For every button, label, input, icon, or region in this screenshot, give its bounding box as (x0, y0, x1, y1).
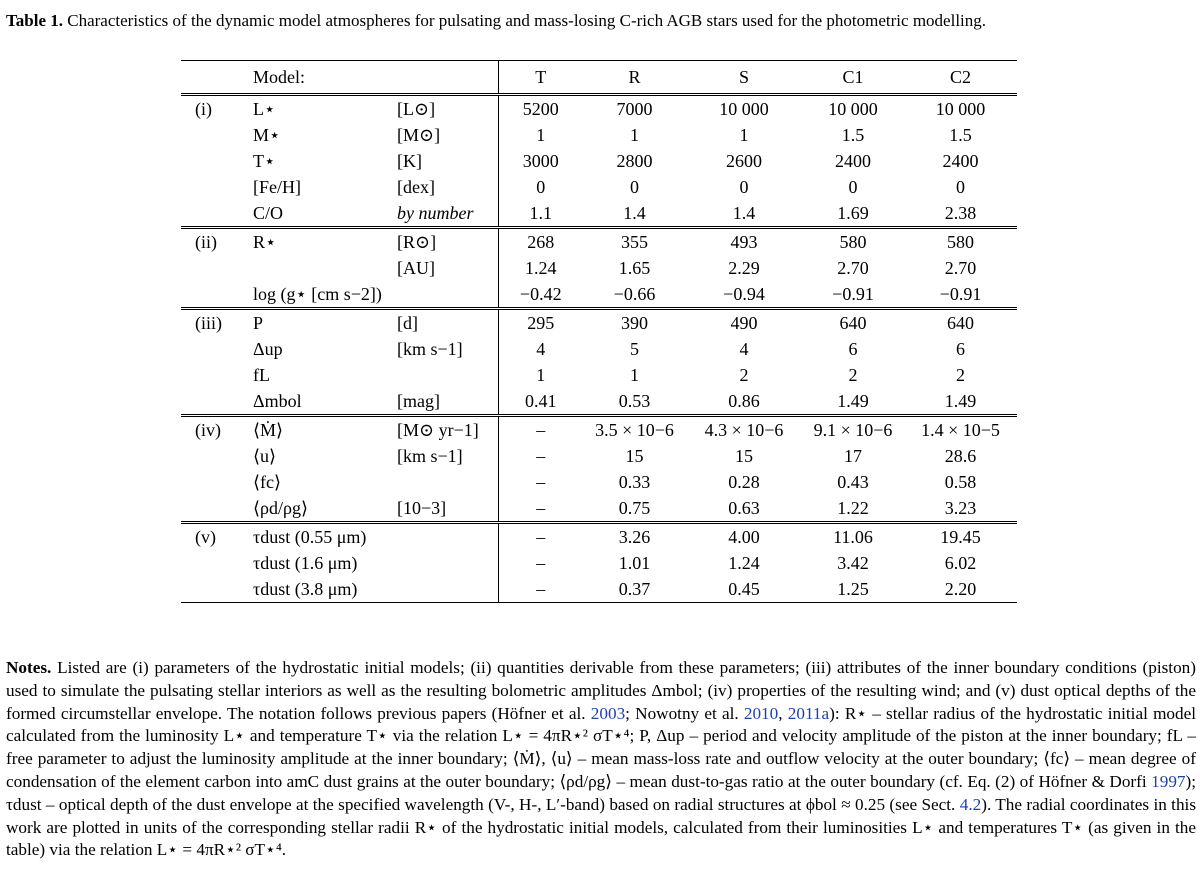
parameter-name: ⟨Ṁ⟩ (253, 416, 397, 444)
parameter-name: C/O (253, 203, 284, 223)
parameter-unit: [AU] (397, 255, 498, 281)
model-value: 1.01 (618, 553, 651, 573)
model-value: – (498, 416, 583, 444)
section-label (181, 388, 253, 416)
table-row (181, 550, 1017, 576)
model-value: 1.22 (837, 498, 869, 518)
model-value: 2600 (726, 151, 762, 171)
parameter-name: [Fe/H] (253, 177, 301, 197)
table-row (181, 122, 1017, 148)
parameter-name: P (253, 309, 397, 337)
model-value: 3.26 (583, 523, 686, 551)
parameter-unit: [km s−1] (397, 443, 498, 469)
model-value: 1 (630, 365, 639, 385)
model-value: 1 (536, 365, 546, 385)
model-value: 295 (498, 309, 583, 337)
model-value: 2.70 (944, 258, 977, 278)
parameter-name: τdust (1.6 μm) (253, 550, 498, 576)
model-value: 4.3 × 10−6 (686, 416, 802, 444)
table-row (181, 228, 1017, 256)
model-value: 0.63 (728, 498, 760, 518)
model-value: 7000 (583, 95, 686, 123)
model-value: 1 (739, 125, 749, 145)
model-value: −0.66 (613, 284, 656, 304)
model-value: 1.5 (841, 125, 865, 145)
model-value: 0.45 (686, 576, 802, 603)
model-value: – (536, 553, 546, 573)
model-value: 1.4 (623, 203, 646, 223)
table-row (181, 281, 1017, 309)
parameter-name: Δup (253, 339, 283, 359)
model-value: 2 (739, 365, 749, 385)
model-value: 390 (583, 309, 686, 337)
section-label (181, 576, 253, 603)
header-model-C1: C1 (802, 61, 904, 95)
model-value: 0.28 (728, 472, 760, 492)
model-value: 0.41 (525, 391, 557, 411)
model-value: 2 (848, 365, 858, 385)
section-label: (iv) (181, 416, 253, 444)
model-value: 10 000 (802, 95, 904, 123)
model-value: 0 (536, 177, 546, 197)
model-value: 15 (625, 446, 644, 466)
header-model-S: S (686, 61, 802, 95)
table-row (181, 148, 1017, 174)
notes-text-1: Listed are (i) parameters of the hydrostatic initial models; (ii) quantities derivable from these parameters; (iii) attributes of the inner boundary conditions (piston) used to simulate the pulsating stellar interiors as well as the resulting bolometric amplitudes Δmbol; (iv) properties of the resulting wind; and (v) dust optical depths of the formed circumstellar envelope. The notation follows previous papers (Höfner et al. (6, 658, 1196, 723)
section-label: (iii) (181, 309, 253, 337)
model-value: 15 (735, 446, 753, 466)
model-value: 2 (956, 365, 965, 385)
model-value: 640 (802, 309, 904, 337)
citation-link[interactable]: 2011a (787, 703, 830, 723)
parameter-name: R⋆ (253, 228, 397, 256)
model-value: 6.02 (944, 553, 977, 573)
table-row (181, 336, 1017, 362)
model-value: 490 (686, 309, 802, 337)
model-value: 580 (904, 228, 1017, 256)
parameter-name: ⟨u⟩ (253, 446, 277, 466)
model-value: – (498, 576, 583, 603)
parameter-unit: [d] (397, 309, 498, 337)
model-value: 1.24 (728, 553, 760, 573)
model-value: 1.25 (802, 576, 904, 603)
table-row (181, 443, 1017, 469)
model-table (181, 60, 1017, 603)
model-value: 0.37 (583, 576, 686, 603)
section-label: (v) (181, 523, 253, 551)
table-row (181, 388, 1017, 416)
table-row (181, 495, 1017, 523)
model-value: 0 (848, 177, 858, 197)
table-row (181, 362, 1017, 388)
model-value: 640 (904, 309, 1017, 337)
table-row (181, 523, 1017, 551)
model-value: 0 (739, 177, 749, 197)
section-label (181, 336, 253, 362)
model-value: 0.43 (837, 472, 869, 492)
section-label (181, 174, 253, 200)
section-label (181, 443, 253, 469)
model-value: 4 (536, 339, 546, 359)
table-row (181, 309, 1017, 337)
model-value: 268 (498, 228, 583, 256)
model-value: 2.38 (944, 203, 977, 223)
table-notes (6, 657, 1196, 862)
model-value: −0.91 (939, 284, 982, 304)
parameter-unit: [km s−1] (397, 336, 498, 362)
model-value: – (498, 523, 583, 551)
table-row (181, 174, 1017, 200)
notes-text-4: ): R⋆ – stellar radius of the hydrostatic initial model calculated from the luminosity L⋆ and temperature T⋆ via the relation L⋆ = 4πR⋆² σT⋆⁴; P, Δup – period and velocity amplitude of the piston at the inner boundary; fL – free parameter to adjust the luminosity amplitude at the inner boundary; ⟨Ṁ⟩, ⟨u⟩ – mean mass-loss rate and outflow velocity at the outer boundary; ⟨fc⟩ – mean degree of condensation of the element carbon into amC dust grains at the outer boundary; ⟨ρd/ρg⟩ – mean dust-to-gas ratio at the outer boundary (cf. Eq. (2) of Höfner & Dorfi (6, 703, 1197, 791)
model-value: 5200 (498, 95, 583, 123)
caption-label: Table 1. (6, 11, 64, 30)
parameter-unit: [M⊙] (397, 122, 498, 148)
section-link[interactable]: 4.2 (959, 794, 982, 814)
model-value: 10 000 (904, 95, 1017, 123)
model-value: 1.65 (618, 258, 651, 278)
model-value: – (536, 498, 546, 518)
model-value: 1.49 (837, 391, 869, 411)
header-model-C2: C2 (904, 61, 1017, 95)
section-label: (i) (181, 95, 253, 123)
model-value: 17 (844, 446, 862, 466)
table-row (181, 255, 1017, 281)
parameter-name: M⋆ (253, 125, 281, 145)
model-value: 2800 (616, 151, 653, 171)
model-value: 1.5 (949, 125, 972, 145)
notes-text-3: , (778, 703, 783, 723)
model-value: 3.23 (944, 498, 977, 518)
table-header-row (181, 61, 1017, 95)
parameter-unit: [dex] (397, 174, 498, 200)
model-value: 4.00 (686, 523, 802, 551)
model-value: 1 (630, 125, 639, 145)
parameter-name (253, 255, 397, 281)
model-value: 2.20 (904, 576, 1017, 603)
table-row (181, 200, 1017, 228)
caption-text: Characteristics of the dynamic model atmospheres for pulsating and mass-losing C-rich AGB stars used for the photometric modelling. (67, 11, 987, 30)
model-value: 2400 (835, 151, 871, 171)
model-value: 1.49 (944, 391, 977, 411)
model-value: 4 (739, 339, 749, 359)
section-label (181, 550, 253, 576)
model-value: 1.4 × 10−5 (904, 416, 1017, 444)
section-label (181, 255, 253, 281)
citation-link[interactable]: 1997 (1151, 771, 1186, 791)
model-value: – (536, 472, 546, 492)
section-label (181, 469, 253, 495)
model-value: 493 (686, 228, 802, 256)
parameter-name: T⋆ (253, 151, 276, 171)
model-value: 1.24 (525, 258, 557, 278)
model-value: – (536, 446, 546, 466)
section-label (181, 281, 253, 309)
notes-text-5: ); τdust – optical depth of the dust envelope at the specified wavelength (V-, H-, L′-band) based on radial structures at ϕbol ≈ 0.25 (see Sect. (6, 771, 1196, 814)
model-value: 2.29 (728, 258, 760, 278)
model-value: 3000 (522, 151, 559, 171)
parameter-unit: [10−3] (397, 495, 498, 523)
model-value: −0.94 (723, 284, 765, 304)
header-model-T: T (498, 61, 583, 95)
parameter-name: ⟨ρd/ρg⟩ (253, 498, 309, 518)
table-row (181, 576, 1017, 603)
model-value: −0.91 (832, 284, 874, 304)
citation-link[interactable]: 2010 (743, 703, 779, 723)
section-label (181, 362, 253, 388)
model-value: 3.42 (837, 553, 869, 573)
model-value: 580 (802, 228, 904, 256)
table-caption (6, 10, 1196, 32)
model-value: 0.58 (944, 472, 977, 492)
model-value: −0.42 (519, 284, 562, 304)
model-value: 2.70 (837, 258, 869, 278)
model-value: 0 (630, 177, 639, 197)
model-value: 28.6 (944, 446, 977, 466)
model-value: 0.53 (618, 391, 651, 411)
model-value: 0.33 (618, 472, 651, 492)
parameter-name: Δmbol (253, 391, 302, 411)
notes-text-6: ). The radial coordinates in this work are plotted in units of the corresponding stellar radii R⋆ of the hydrostatic initial models, calculated from their luminosities L⋆ and temperatures T⋆ (as given in the table) via the relation L⋆ = 4πR⋆² σT⋆⁴. (6, 794, 1197, 860)
parameter-name: ⟨fc⟩ (253, 469, 498, 495)
model-value: 19.45 (904, 523, 1017, 551)
notes-label: Notes. (6, 658, 52, 677)
section-label (181, 495, 253, 523)
parameter-unit: [mag] (397, 388, 498, 416)
model-value: 1.4 (732, 203, 756, 223)
model-value: 5 (630, 339, 639, 359)
parameter-name: τdust (0.55 μm) (253, 523, 498, 551)
model-value: 2400 (942, 151, 979, 171)
notes-text-2: ; Nowotny et al. (625, 703, 739, 723)
model-value: 6 (848, 339, 858, 359)
model-value: 9.1 × 10−6 (802, 416, 904, 444)
parameter-name: τdust (3.8 μm) (253, 576, 498, 603)
table-row (181, 416, 1017, 444)
table-row (181, 95, 1017, 123)
section-label (181, 200, 253, 228)
model-value: 355 (583, 228, 686, 256)
section-label (181, 148, 253, 174)
model-value: 3.5 × 10−6 (583, 416, 686, 444)
parameter-unit: by number (397, 200, 498, 228)
parameter-unit: [L⊙] (397, 95, 498, 123)
table-row (181, 469, 1017, 495)
model-value: 6 (956, 339, 965, 359)
model-value: 1.69 (837, 203, 869, 223)
model-value: 0.86 (728, 391, 760, 411)
model-value: 0.75 (618, 498, 651, 518)
header-model-label: Model: (253, 61, 498, 95)
section-label (181, 122, 253, 148)
model-value: 0 (956, 177, 965, 197)
parameter-name: fL (253, 362, 498, 388)
model-value: 1.1 (529, 203, 552, 223)
model-value: 11.06 (802, 523, 904, 551)
parameter-name: log (g⋆ [cm s−2]) (253, 281, 498, 309)
parameter-name: L⋆ (253, 95, 397, 123)
parameter-unit: [K] (397, 148, 498, 174)
section-label: (ii) (181, 228, 253, 256)
header-model-R: R (583, 61, 686, 95)
model-value: 1 (536, 125, 546, 145)
parameter-unit: [M⊙ yr−1] (397, 416, 498, 444)
model-value: 10 000 (686, 95, 802, 123)
citation-link[interactable]: 2003 (590, 703, 626, 723)
parameter-unit: [R⊙] (397, 228, 498, 256)
